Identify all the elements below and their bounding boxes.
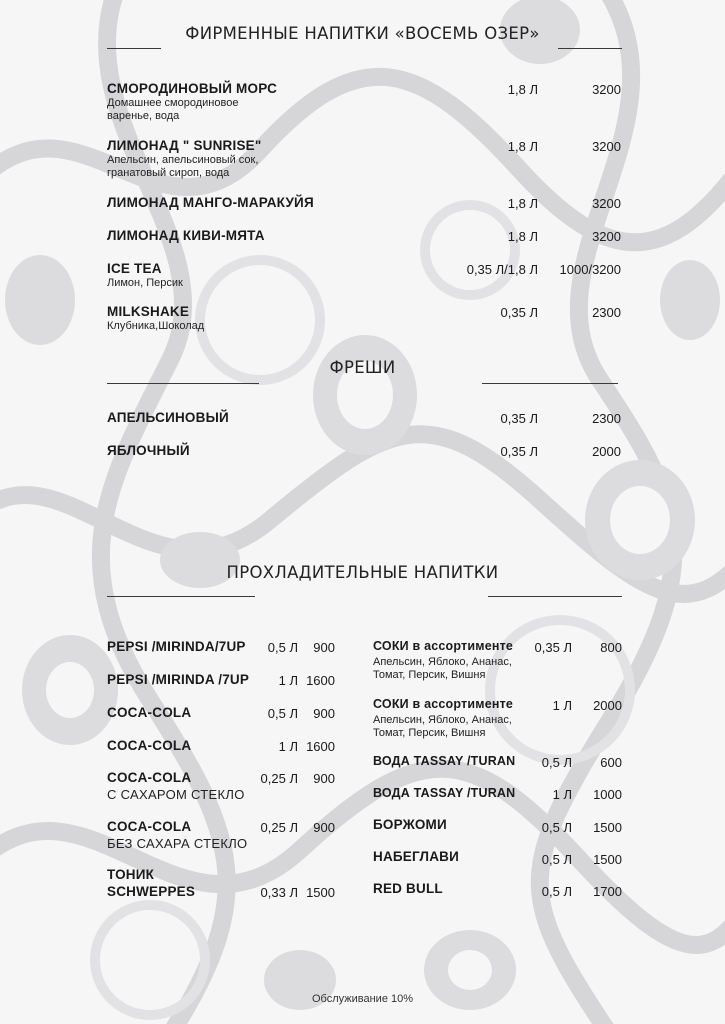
menu-item-name: PEPSI /MIRINDA/7UP [107,639,246,654]
menu-item-description: Апельсин, апельсиновый сок, гранатовый сироп, вода [107,154,259,179]
menu-item-volume: 0,5 Л [541,755,572,770]
menu-item-volume: 0,25 Л [260,820,298,835]
menu-item-subtitle: С САХАРОМ СТЕКЛО [107,787,245,802]
menu-item-price: 2300 [592,411,621,426]
menu-item-price: 1600 [306,673,335,688]
menu-item-name: RED BULL [373,881,443,896]
menu-item-name: COCA-COLA [107,770,192,785]
menu-item-name: COCA-COLA [107,705,192,720]
menu-item-volume: 1,8 Л [507,139,538,154]
menu-item-price: 900 [313,640,335,655]
menu-item-price: 2000 [592,444,621,459]
menu-item-volume: 1 Л [552,698,572,713]
menu-item-name: БОРЖОМИ [373,817,447,832]
menu-item-name: ЛИМОНАД МАНГО-МАРАКУЙЯ [107,195,314,210]
menu-item-volume: 0,35 Л/1,8 Л [466,262,538,277]
menu-item-price: 900 [313,820,335,835]
menu-item-volume: 1 Л [278,739,298,754]
menu-item-price: 2300 [592,305,621,320]
menu-item-name: ТОНИК [107,867,155,882]
menu-item-volume: 0,5 Л [541,852,572,867]
menu-item-volume: 0,5 Л [541,820,572,835]
menu-item-volume: 0,5 Л [541,884,572,899]
menu-item-description: Клубника,Шоколад [107,320,205,332]
menu-item-name: СОКИ в ассортименте [373,697,514,711]
menu-item-name: НАБЕГЛАВИ [373,849,459,864]
menu-item-name: MILKSHAKE [107,304,190,319]
menu-item-subtitle: БЕЗ САХАРА СТЕКЛО [107,836,248,851]
menu-item-price: 3200 [592,139,621,154]
section-title-soft: ПРОХЛАДИТЕЛЬНЫЕ НАПИТКИ [226,563,499,582]
menu-item-name: ЯБЛОЧНЫЙ [107,443,190,458]
menu-item-name: СМОРОДИНОВЫЙ МОРС [107,81,278,96]
menu-item-volume: 0,35 Л [500,411,538,426]
menu-item-volume: 0,35 Л [500,305,538,320]
menu-item-name: ЛИМОНАД КИВИ-МЯТА [107,228,265,243]
menu-item-price: 900 [313,706,335,721]
menu-item-volume: 1 Л [552,787,572,802]
menu-item-price: 1000/3200 [559,262,621,277]
title-rule-right [558,48,622,49]
menu-item-price: 3200 [592,82,621,97]
menu-item-volume: 1,8 Л [507,229,538,244]
menu-item-price: 1500 [593,820,622,835]
menu-item-name: АПЕЛЬСИНОВЫЙ [107,410,229,425]
title-rule-right [482,383,618,384]
menu-item-description: Лимон, Персик [107,277,183,289]
menu-item-name: COCA-COLA [107,738,192,753]
title-rule-right [488,596,622,597]
menu-item-volume: 0,25 Л [260,771,298,786]
title-rule-left [107,596,255,597]
menu-item-name: ЛИМОНАД " SUNRISE" [107,138,262,153]
menu-item-name: ICE TEA [107,261,162,276]
menu-item-price: 1500 [306,885,335,900]
menu-item-volume: 0,35 Л [500,444,538,459]
service-charge-note: Обслуживание 10% [311,993,414,1005]
menu-item-volume: 0,5 Л [267,640,298,655]
menu-item-price: 1700 [593,884,622,899]
menu-item-price: 1600 [306,739,335,754]
menu-item-price: 3200 [592,229,621,244]
menu-item-name: COCA-COLA [107,819,192,834]
menu-item-volume: 0,35 Л [534,640,572,655]
menu-item-volume: 0,33 Л [260,885,298,900]
section-title-signature: ФИРМЕННЫЕ НАПИТКИ «ВОСЕМЬ ОЗЕР» [185,24,540,43]
section-title-fresh: ФРЕШИ [329,358,396,377]
menu-item-price: 1500 [593,852,622,867]
menu-item-volume: 0,5 Л [267,706,298,721]
menu-item-name: ВОДА TASSAY /TURAN [373,754,516,768]
menu-item-name-line2: SCHWEPPES [107,884,196,899]
menu-item-volume: 1,8 Л [507,196,538,211]
menu-item-description: Апельсин, Яблоко, Ананас, Томат, Персик, Вишня [373,656,512,681]
title-rule-left [107,383,259,384]
menu-item-price: 2000 [593,698,622,713]
menu-item-volume: 1,8 Л [507,82,538,97]
menu-item-name: PEPSI /MIRINDA /7UP [107,672,250,687]
menu-item-price: 3200 [592,196,621,211]
menu-item-price: 1000 [593,787,622,802]
menu-item-price: 800 [600,640,622,655]
menu-item-volume: 1 Л [278,673,298,688]
menu-item-description: Апельсин, Яблоко, Ананас, Томат, Персик, Вишня [373,714,512,739]
title-rule-left [107,48,161,49]
menu-item-name: СОКИ в ассортименте [373,639,514,653]
menu-item-description: Домашнее смородиновое варенье, вода [107,97,239,122]
menu-item-price: 600 [600,755,622,770]
menu-item-price: 900 [313,771,335,786]
menu-item-name: ВОДА TASSAY /TURAN [373,786,516,800]
